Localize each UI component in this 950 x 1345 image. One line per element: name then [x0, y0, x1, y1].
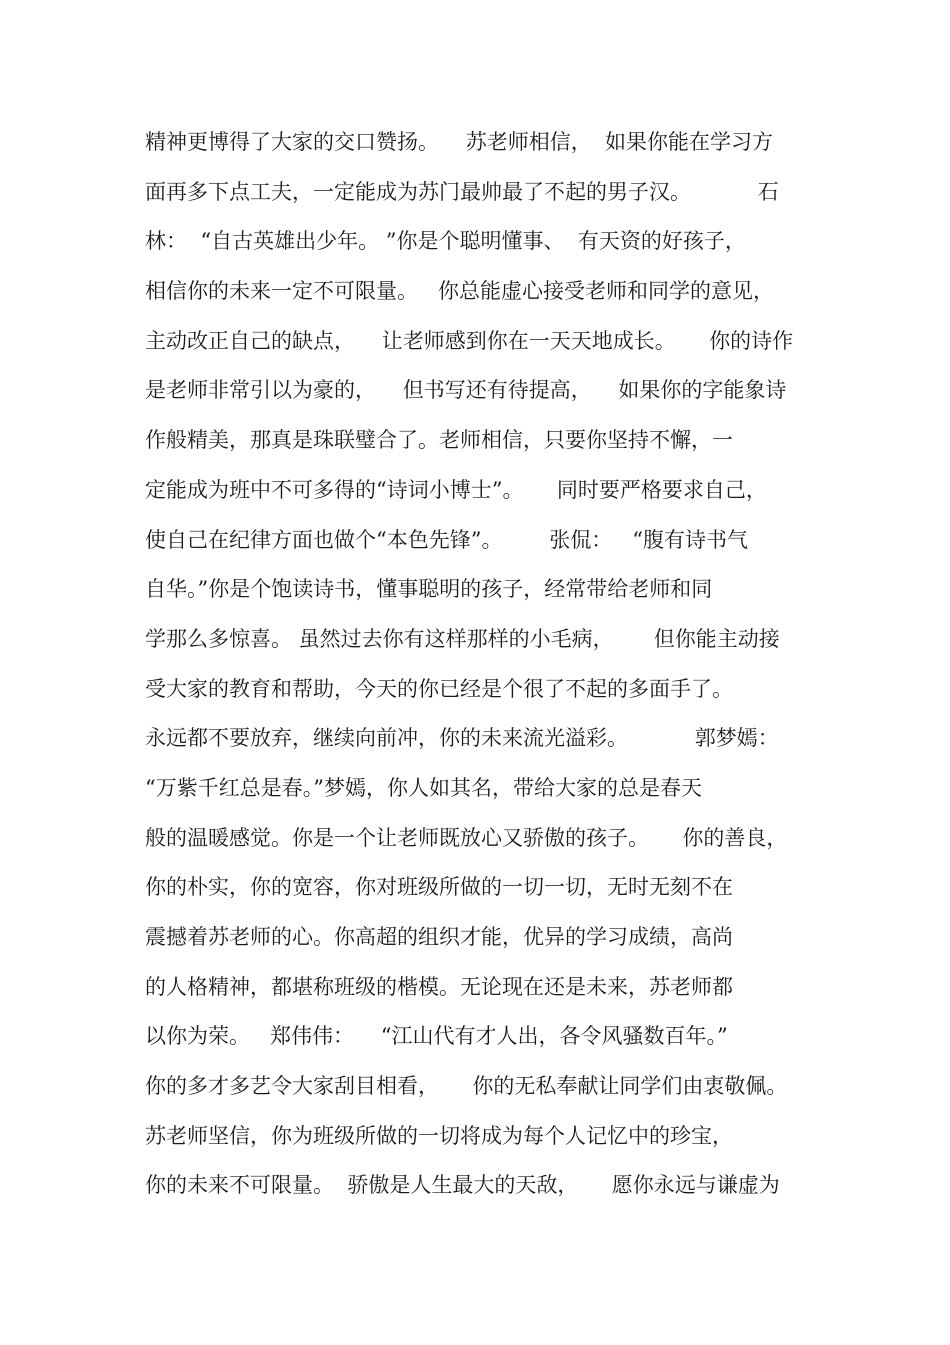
- text-line: 相信你的未来一定不可限量。 你总能虚心接受老师和同学的意见，: [145, 279, 775, 304]
- text-line: 受大家的教育和帮助，今天的你已经是个很了不起的多面手了。: [145, 676, 733, 701]
- text-line: 是老师非常引以为豪的， 但书写还有待提高， 如果你的字能象诗: [145, 378, 787, 403]
- body-text: [145, 122, 810, 1215]
- text-line: 苏老师坚信，你为班级所做的一切将成为每个人记忆中的珍宝，: [145, 1123, 733, 1148]
- text-line: 自华。”你是个饱读诗书，懂事聪明的孩子，经常带给老师和同: [145, 577, 713, 602]
- text-line: 以你为荣。 郑伟伟： “江山代有才人出，各令风骚数百年。”: [145, 1024, 728, 1049]
- text-line: 使自己在纪律方面也做个“本色先锋”。 张侃： “腹有诗书气: [145, 527, 748, 552]
- text-line: “万紫千红总是春。”梦嫣，你人如其名，带给大家的总是春天: [145, 775, 702, 800]
- text-line: 定能成为班中不可多得的“诗词小博士”。 同时要严格要求自己，: [145, 477, 767, 502]
- text-line: 面再多下点工夫，一定能成为苏门最帅最了不起的男子汉。 石: [145, 179, 779, 204]
- text-line: 般的温暖感觉。你是一个让老师既放心又骄傲的孩子。 你的善良，: [145, 825, 788, 850]
- text-line: 主动改正自己的缺点， 让老师感到你在一天天地成长。 你的诗作: [145, 328, 794, 353]
- text-line: 你的多才多艺令大家刮目相看， 你的无私奉献让同学们由衷敬佩。: [145, 1074, 788, 1099]
- text-line: 作般精美，那真是珠联璧合了。老师相信，只要你坚持不懈，一: [145, 428, 733, 453]
- text-line: 林： “自古英雄出少年。 ”你是个聪明懂事、 有天资的好孩子，: [145, 229, 746, 254]
- text-line: 你的未来不可限量。 骄傲是人生最大的天敌， 愿你永远与谦虚为: [145, 1173, 780, 1198]
- text-line: 震撼着苏老师的心。你高超的组织才能，优异的学习成绩，高尚: [145, 925, 733, 949]
- text-line: 的人格精神，都堪称班级的楷模。无论现在还是未来，苏老师都: [145, 974, 733, 999]
- text-line: 你的朴实，你的宽容，你对班级所做的一切一切，无时无刻不在: [145, 875, 733, 900]
- text-line: 学那么多惊喜。 虽然过去你有这样那样的小毛病， 但你能主动接: [145, 626, 780, 651]
- text-line: 永远都不要放弃，继续向前冲，你的未来流光溢彩。 郭梦嫣：: [145, 726, 779, 751]
- text-line: 精神更博得了大家的交口赞扬。 苏老师相信， 如果你能在学习方: [145, 130, 774, 154]
